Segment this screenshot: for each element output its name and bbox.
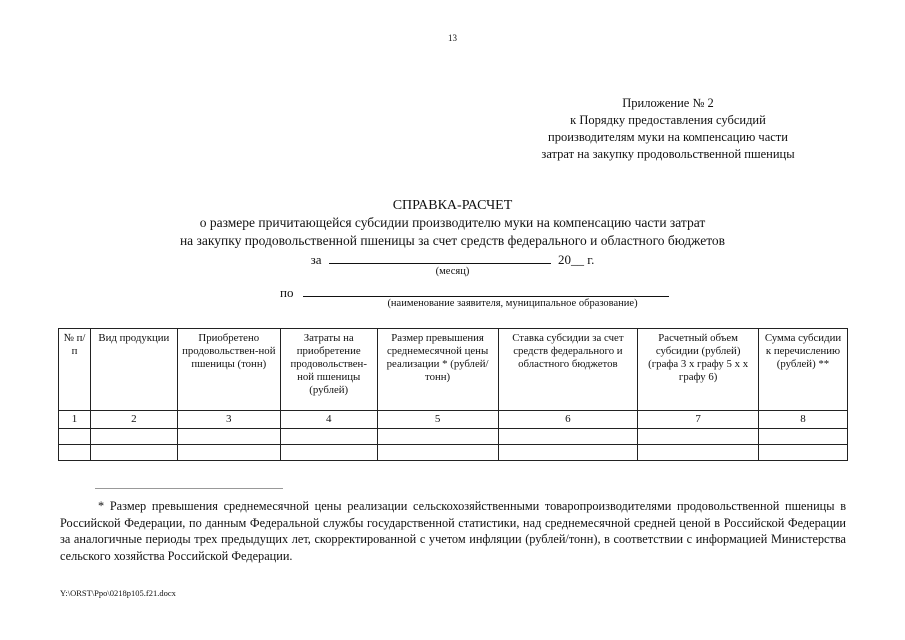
table-cell[interactable] [377, 445, 498, 461]
column-number-row [59, 411, 848, 429]
footnote: * Размер превышения среднемесячной цены реализации сельскохозяйственными товаропроизводителями продовольственной пшеницы в Российской Федерации, по данным Федеральной службы государственной статистики, над среднемесячной средней ценой в Российской Федерации за аналогичные периоды трех предыдущих лет, скорректированной с учетом инфляции (рублей/тонн), в соответствии с информацией Министерства сельского хозяйства Российской Федерации. [60, 499, 846, 563]
month-field[interactable] [329, 250, 551, 264]
table-cell[interactable] [498, 445, 638, 461]
column-header: № п/п [59, 329, 91, 411]
table-row [59, 429, 848, 445]
column-number: 1 [59, 411, 91, 429]
table-cell[interactable] [759, 445, 848, 461]
table-cell[interactable] [177, 445, 280, 461]
applicant-prefix: по [280, 285, 294, 300]
applicant-field[interactable] [303, 283, 669, 297]
table-cell[interactable] [90, 445, 177, 461]
title-line: на закупку продовольственной пшеницы за счет средств федерального и областного бюджетов [179, 233, 726, 248]
appendix-header [503, 95, 833, 163]
column-header: Затраты на приобретение продовольствен-ной пшеницы (рублей) [280, 329, 377, 411]
document-title [0, 197, 905, 250]
file-path: Y:\ORST\Ppo\0218p105.f21.docx [60, 588, 176, 598]
appendix-line: затрат на закупку продовольственной пшеницы [541, 147, 795, 161]
column-header: Приобретено продовольствен-ной пшеницы (тонн) [177, 329, 280, 411]
column-header: Сумма субсидии к перечислению (рублей) ** [759, 329, 848, 411]
table-cell[interactable] [377, 429, 498, 445]
table-cell[interactable] [59, 445, 91, 461]
title-main: СПРАВКА-РАСЧЕТ [392, 198, 513, 213]
table-cell[interactable] [59, 429, 91, 445]
column-header: Вид продукции [90, 329, 177, 411]
title-line: о размере причитающейся субсидии производителю муки на компенсацию части затрат [199, 215, 706, 230]
year-prefix: 20__ [558, 252, 585, 267]
table-cell[interactable] [177, 429, 280, 445]
column-number: 8 [759, 411, 848, 429]
table-cell[interactable] [90, 429, 177, 445]
table-cell[interactable] [759, 429, 848, 445]
table-cell[interactable] [498, 429, 638, 445]
calculation-table [58, 328, 848, 461]
column-header: Размер превышения среднемесячной цены реализации * (рублей/тонн) [377, 329, 498, 411]
page-number: 13 [448, 33, 457, 43]
column-number: 6 [498, 411, 638, 429]
table-cell[interactable] [638, 445, 759, 461]
column-number: 5 [377, 411, 498, 429]
column-number: 4 [280, 411, 377, 429]
footnote-divider [95, 488, 283, 489]
table-row [59, 445, 848, 461]
column-number: 2 [90, 411, 177, 429]
column-header: Ставка субсидии за счет средств федерального и областного бюджетов [498, 329, 638, 411]
table-header-row [59, 329, 848, 411]
period-prefix: за [310, 252, 322, 267]
appendix-line: Приложение № 2 [622, 96, 714, 110]
column-header: Расчетный объем субсидии (рублей) (графа 3 х графу 5 х х графу 6) [638, 329, 759, 411]
column-number: 3 [177, 411, 280, 429]
table-cell[interactable] [280, 429, 377, 445]
appendix-line: производителям муки на компенсацию части [548, 130, 788, 144]
month-note: (месяц) [435, 266, 470, 277]
year-suffix: г. [587, 252, 595, 267]
table-cell[interactable] [280, 445, 377, 461]
appendix-line: к Порядку предоставления субсидий [570, 113, 766, 127]
applicant-note: (наименование заявителя, муниципальное образование) [387, 298, 638, 309]
column-number: 7 [638, 411, 759, 429]
table-cell[interactable] [638, 429, 759, 445]
